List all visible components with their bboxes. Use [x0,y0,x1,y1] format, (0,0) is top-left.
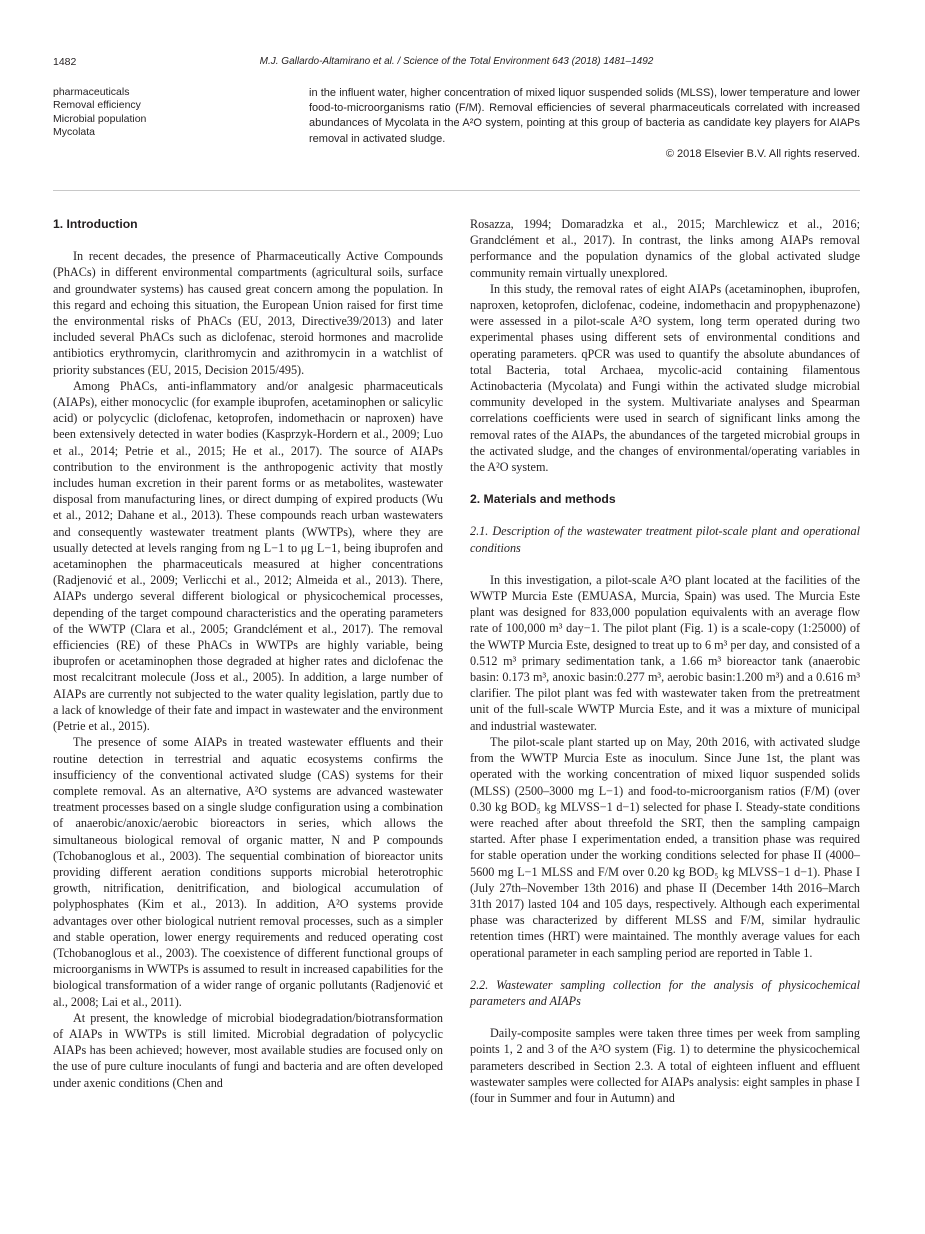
abstract [309,86,860,162]
copyright: © 2018 Elsevier B.V. All rights reserved. [665,147,860,160]
paragraph: At present, the knowledge of microbial biodegradation/biotransformation of AIAPs in WWTPs is still limited. Microbial degradation of polycyclic AIAPs has been achieved; however, most available studies are focused only on the use of pure culture inoculants of fungi and bacteria and are often developed under axenic conditions (Chen and [53,1010,443,1090]
running-title: M.J. Gallardo-Altamirano et al. / Science of the Total Environment 643 (2018) 1481–1492 [259,56,654,67]
abstract-text: in the influent water, higher concentration of mixed liquor suspended solids (MLSS), lower temperature and lower food-to-microorganisms ratio (F/M). Removal efficiencies of several pharmaceuticals correlated with increased abundances of Mycolata in the A²O system, pointing at this group of bacteria as candidate key players for AIAPs removal in activated sludge. [309,87,860,145]
page-header [53,56,860,72]
section-divider [53,190,860,191]
right-column [470,216,860,1106]
paragraph: The pilot-scale plant started up on May, 20th 2016, with activated sludge from the WWTP Murcia Este as inoculum. Since June 1st, the plant was operated with the working concentration of mixed liquor suspended solids (MLSS) (2500–3000 mg L−1) and food-to-microorganism ratios (F/M) (over 0.30 kg BOD₅ kg MLVSS−1 d−1) selected for phase I. Steady-state conditions were reached after about threefold the SRT, then the sampling campaign started. After phase I experimentation ended, a transition phase was required for stable operation under the working conditions selected for phase II (4000–5600 mg L−1 MLSS and F/M over 0.20 kg BOD₅ kg MLVSS−1 d−1). Phase I (July 27th–November 13th 2016) and phase II (December 14th 2016–March 31th 2017) lasted 104 and 105 days, respectively. Although each experimental phase was characterized by different MLSS and F/M, similar hydraulic retention times (HRT) were maintained. The monthly average values for each operational parameter in each sampling period are reported in Table 1. [470,734,860,960]
keyword: Removal efficiency [53,99,141,112]
paragraph: In recent decades, the presence of Pharmaceutically Active Compounds (PhACs) in different environmental compartments (agricultural soils, surface and groundwater systems) has caused great concern among the population. In this regard and echoing this situation, the European Union raised for first time the environmental risks of PhACs (EU, 2013, Directive39/2013) and later included several PhACs such as diclofenac, steroid hormones and macrolide antibiotics erythromycin, clarithromycin and azithromycin in a watchlist of priority substances (EU, 2015, Decision 2015/495). [53,249,443,377]
keywords-list [53,86,253,140]
keyword: Mycolata [53,126,96,139]
paragraph: Daily-composite samples were taken three times per week from sampling points 1, 2 and 3 of the A²O system (Fig. 1) to determine the physicochemical parameters described in Section 2.3. A total of eighteen influent and effluent wastewater samples were collected for AIAPs analysis: eight samples in phase I (four in Summer and four in Autumn) and [470,1026,860,1105]
subsection-heading: 2.1. Description of the wastewater treatment pilot-scale plant and operational conditions [470,524,860,555]
paragraph: In this investigation, a pilot-scale A²O plant located at the facilities of the WWTP Murcia Este (EMUASA, Murcia, Spain) was used. The Murcia Este plant was designed for 833,000 population equivalents with an average flow rate of 100,000 m³ day−1. The pilot plant (Fig. 1) is a scale-copy (1:25000) of the WWTP Murcia Este, designed to treat up to 6 m³ per day, and consisted of a 0.512 m³ primary sedimentation tank, a 1.66 m³ bioreactor tank (anaerobic basin: 0.173 m³, anoxic basin:0.277 m³, aerobic basin:1.200 m³) and a 0.616 m³ clarifier. The pilot plant was fed with wastewater taken from the pretreatment unit of the full-scale WWTP Murcia Este, and it was a mixture of municipal and industrial wastewater. [470,572,860,733]
subsection-heading: 2.2. Wastewater sampling collection for the analysis of physicochemical parameters and AIAPs [470,977,860,1008]
paragraph: The presence of some AIAPs in treated wastewater effluents and their routine detection in terrestrial and aquatic ecosystems confirms the insufficiency of the conventional activated sludge (CAS) systems for their complete removal. As an alternative, A²O systems are advanced wastewater treatment processes based on a single sludge configuration using a combination of anaerobic/anoxic/aerobic bioreactors in series, which allows the simultaneous biological removal of organic matter, N and P compounds (Tchobanoglous et al., 2003). The sequential combination of bioreactor units providing different aeration conditions supports microbial heterotrophic growth, nitrification, denitrification, and biological accumulation of polyphosphates (Kim et al., 2013). In addition, A²O systems provide advantages over other biological nutrient removal processes, such as a simpler and stable operation, lower energy requirements and reduced operating cost (Tchobanoglous et al., 2003). The coexistence of different functional groups of microorganisms in WWTPs is assumed to result in increased capabilities for the biological transformation of a wider range of organic pollutants (Radjenović et al., 2008; Lai et al., 2011). [53,735,443,1009]
left-column [53,216,443,1091]
paragraph: In this study, the removal rates of eight AIAPs (acetaminophen, ibuprofen, naproxen, ketoprofen, diclofenac, codeine, indomethacin and propyphenazone) were assessed in a pilot-scale A²O system, long term operated during two experimental phases using different sets of environmental conditions and operating parameters. qPCR was used to quantify the absolute abundances of total Bacteria, total Archaea, mycolic-acid containing filamentous Actinobacteria (Mycolata) and Fungi within the activated sludge microbial community developed in the system. Multivariate analyses and Spearman correlations coefficients were used in search of significant links among the removal rates of the AIAPs, the abundances of the targeted microbial groups in the activated sludge, and the changes of environmental/operating variables in the A²O system. [470,281,860,475]
page-number: 1482 [53,56,77,68]
paragraph-continuation: Rosazza, 1994; Domaradzka et al., 2015; Marchlewicz et al., 2016; Grandclément et al., 2017). In contrast, the links among AIAPs removal performance and the population dynamics of the global activated sludge community remain virtually unexplored. [470,217,860,280]
paragraph: Among PhACs, anti-inflammatory and/or analgesic pharmaceuticals (AIAPs), either monocyclic (for example ibuprofen, acetaminophen or salicylic acid) or polycyclic (diclofenac, ketoprofen, indomethacin or naproxen) have been extensively detected in water bodies (Kasprzyk-Hordern et al., 2009; Luo et al., 2014; Petrie et al., 2015; He et al., 2017). The source of AIAPs contribution to the environment is the anthropogenic activity that mostly includes human excretion in their parent forms or as metabolites, wastewater disposal from manufacturing lines, or direct dumping of expired products (Wu et al., 2012; Dahane et al., 2013). These compounds reach urban wastewaters and consequently wastewater treatment plants (WWTPs), where they are usually detected at levels ranging from ng L−1 to μg L−1, being ibuprofen and acetaminophen the pharmaceuticals measured at higher concentrations (Radjenović et al., 2009; Verlicchi et al., 2012; Almeida et al., 2013). There, AIAPs undergo several different biological or physicochemical processes, depending of the target compound characteristics and the operating parameters of the WWTP (Clara et al., 2005; Grandclément et al., 2017). The removal efficiencies (RE) of these PhACs in WWTPs are highly variable, being ibuprofen or acetaminophen those degraded at higher rates and diclofenac the most recalcitrant molecule (Joss et al., 2005). In addition, a large number of AIAPs are currently not subjected to the water quality legislation, partly due to a lack of knowledge of their fate and impact in wastewater and the environment (Petrie et al., 2015). [53,378,443,734]
section-heading-introduction: 1. Introduction [53,217,138,231]
keyword: Microbial population [53,112,147,125]
keyword: pharmaceuticals [53,86,130,98]
section-heading-methods: 2. Materials and methods [470,492,616,507]
